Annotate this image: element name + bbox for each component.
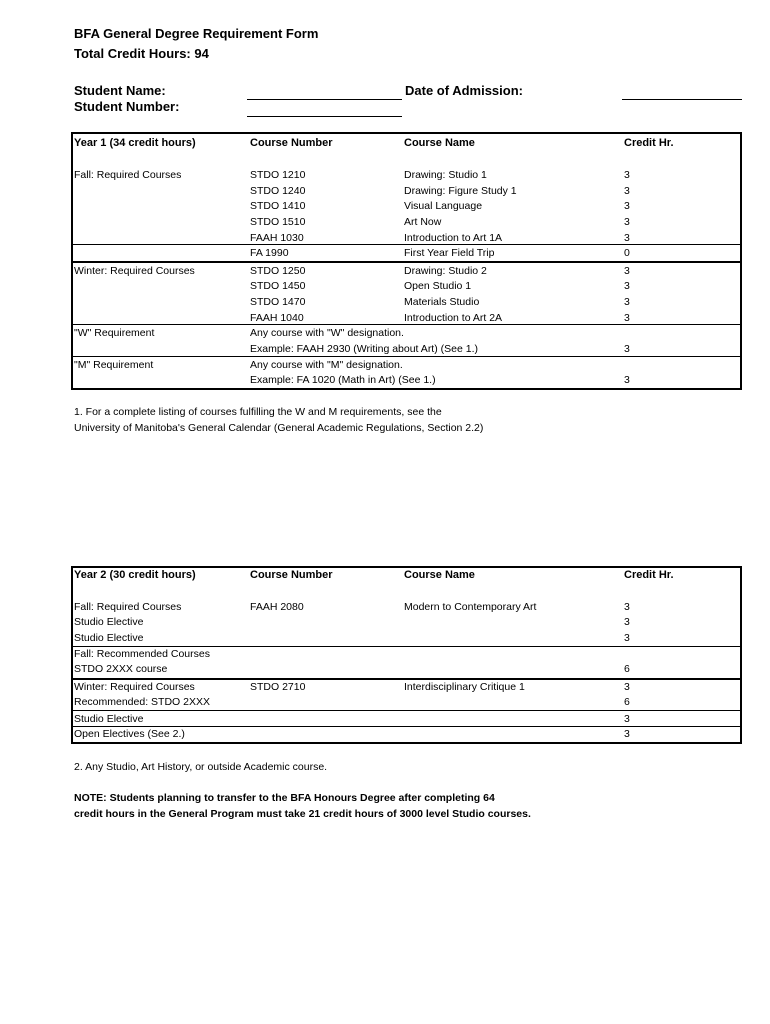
- course-number: FAAH 1040: [250, 312, 304, 324]
- table-row-label: Studio Elective: [74, 632, 144, 644]
- course-name: Interdisciplinary Critique 1: [404, 681, 525, 693]
- table-row-label: Recommended: STDO 2XXX: [74, 696, 210, 708]
- credit-hr: 3: [624, 728, 630, 740]
- course-number: STDO 1470: [250, 296, 306, 308]
- course-number: STDO 1240: [250, 185, 306, 197]
- course-number: STDO 2710: [250, 681, 306, 693]
- credit-hr: 3: [624, 343, 630, 355]
- table-row-label: STDO 2XXX course: [74, 663, 168, 675]
- credit-hr: 3: [624, 232, 630, 244]
- footnote-1-line1: 1. For a complete listing of courses fulfilling the W and M requirements, see the: [74, 406, 442, 418]
- table-row-label: Fall: Required Courses: [74, 601, 182, 613]
- course-name: First Year Field Trip: [404, 247, 495, 259]
- credit-hr: 3: [624, 185, 630, 197]
- student-number-field[interactable]: [247, 116, 402, 117]
- course-number: STDO 1250: [250, 265, 306, 277]
- year1-header-credit-hr: Credit Hr.: [624, 137, 674, 149]
- student-number-label: Student Number:: [74, 99, 180, 114]
- year1-table: [71, 132, 742, 390]
- credit-hr: 3: [624, 200, 630, 212]
- student-name-field[interactable]: [247, 99, 402, 100]
- course-number: STDO 1410: [250, 200, 306, 212]
- table-row-label: "M" Requirement: [74, 359, 154, 371]
- table-row-label: Fall: Required Courses: [74, 169, 182, 181]
- course-name: Modern to Contemporary Art: [404, 601, 537, 613]
- course-name: Introduction to Art 2A: [404, 312, 503, 324]
- table-row-label: "W" Requirement: [74, 327, 155, 339]
- credit-hr: 0: [624, 247, 630, 259]
- credit-hr: 3: [624, 169, 630, 181]
- note-line2: credit hours in the General Program must take 21 credit hours of 3000 level Studio courses.: [74, 808, 531, 820]
- course-description: Any course with "M" designation.: [250, 359, 403, 371]
- credit-hr: 3: [624, 601, 630, 613]
- credit-hr: 3: [624, 374, 630, 386]
- credit-hr: 6: [624, 696, 630, 708]
- year2-header-course-number: Course Number: [250, 569, 333, 581]
- table-row-label: Winter: Required Courses: [74, 681, 195, 693]
- year2-header-course-name: Course Name: [404, 569, 475, 581]
- credit-hr: 3: [624, 216, 630, 228]
- table-row-label: Winter: Required Courses: [74, 265, 195, 277]
- credit-hr: 3: [624, 681, 630, 693]
- course-number: FAAH 1030: [250, 232, 304, 244]
- date-of-admission-label: Date of Admission:: [405, 83, 523, 98]
- footnote-2: 2. Any Studio, Art History, or outside Academic course.: [74, 761, 328, 773]
- date-of-admission-field[interactable]: [622, 99, 742, 100]
- table-row-label: Fall: Recommended Courses: [74, 648, 210, 660]
- course-description: Any course with "W" designation.: [250, 327, 404, 339]
- course-number: FAAH 2080: [250, 601, 304, 613]
- course-example: Example: FA 1020 (Math in Art) (See 1.): [250, 374, 436, 386]
- year2-table: [71, 566, 742, 744]
- course-name: Art Now: [404, 216, 442, 228]
- note-line1: NOTE: Students planning to transfer to the BFA Honours Degree after completing 64: [74, 792, 495, 804]
- credit-hr: 3: [624, 280, 630, 292]
- year2-header-credit-hr: Credit Hr.: [624, 569, 674, 581]
- credit-hr: 3: [624, 296, 630, 308]
- form-title: BFA General Degree Requirement Form: [74, 26, 319, 41]
- credit-hr: 3: [624, 632, 630, 644]
- credit-hr: 3: [624, 713, 630, 725]
- course-number: FA 1990: [250, 247, 289, 259]
- student-name-label: Student Name:: [74, 83, 166, 98]
- table-row-label: Studio Elective: [74, 713, 144, 725]
- course-name: Open Studio 1: [404, 280, 472, 292]
- footnote-1-line2: University of Manitoba's General Calendar (General Academic Regulations, Section 2.2): [74, 422, 484, 434]
- course-name: Drawing: Studio 2: [404, 265, 487, 277]
- course-number: STDO 1510: [250, 216, 306, 228]
- course-example: Example: FAAH 2930 (Writing about Art) (See 1.): [250, 343, 478, 355]
- table-row-label: Studio Elective: [74, 616, 144, 628]
- table-row-label: Open Electives (See 2.): [74, 728, 185, 740]
- credit-hr: 3: [624, 312, 630, 324]
- credit-hr: 3: [624, 265, 630, 277]
- year2-header-year: Year 2 (30 credit hours): [74, 569, 196, 581]
- course-name: Visual Language: [404, 200, 483, 212]
- year1-header-course-name: Course Name: [404, 137, 475, 149]
- total-credit-hours: Total Credit Hours: 94: [74, 46, 209, 61]
- credit-hr: 3: [624, 616, 630, 628]
- credit-hr: 6: [624, 663, 630, 675]
- year1-header-year: Year 1 (34 credit hours): [74, 137, 196, 149]
- course-number: STDO 1210: [250, 169, 306, 181]
- course-name: Drawing: Studio 1: [404, 169, 487, 181]
- course-name: Drawing: Figure Study 1: [404, 185, 517, 197]
- course-name: Materials Studio: [404, 296, 480, 308]
- course-name: Introduction to Art 1A: [404, 232, 503, 244]
- course-number: STDO 1450: [250, 280, 306, 292]
- year1-header-course-number: Course Number: [250, 137, 333, 149]
